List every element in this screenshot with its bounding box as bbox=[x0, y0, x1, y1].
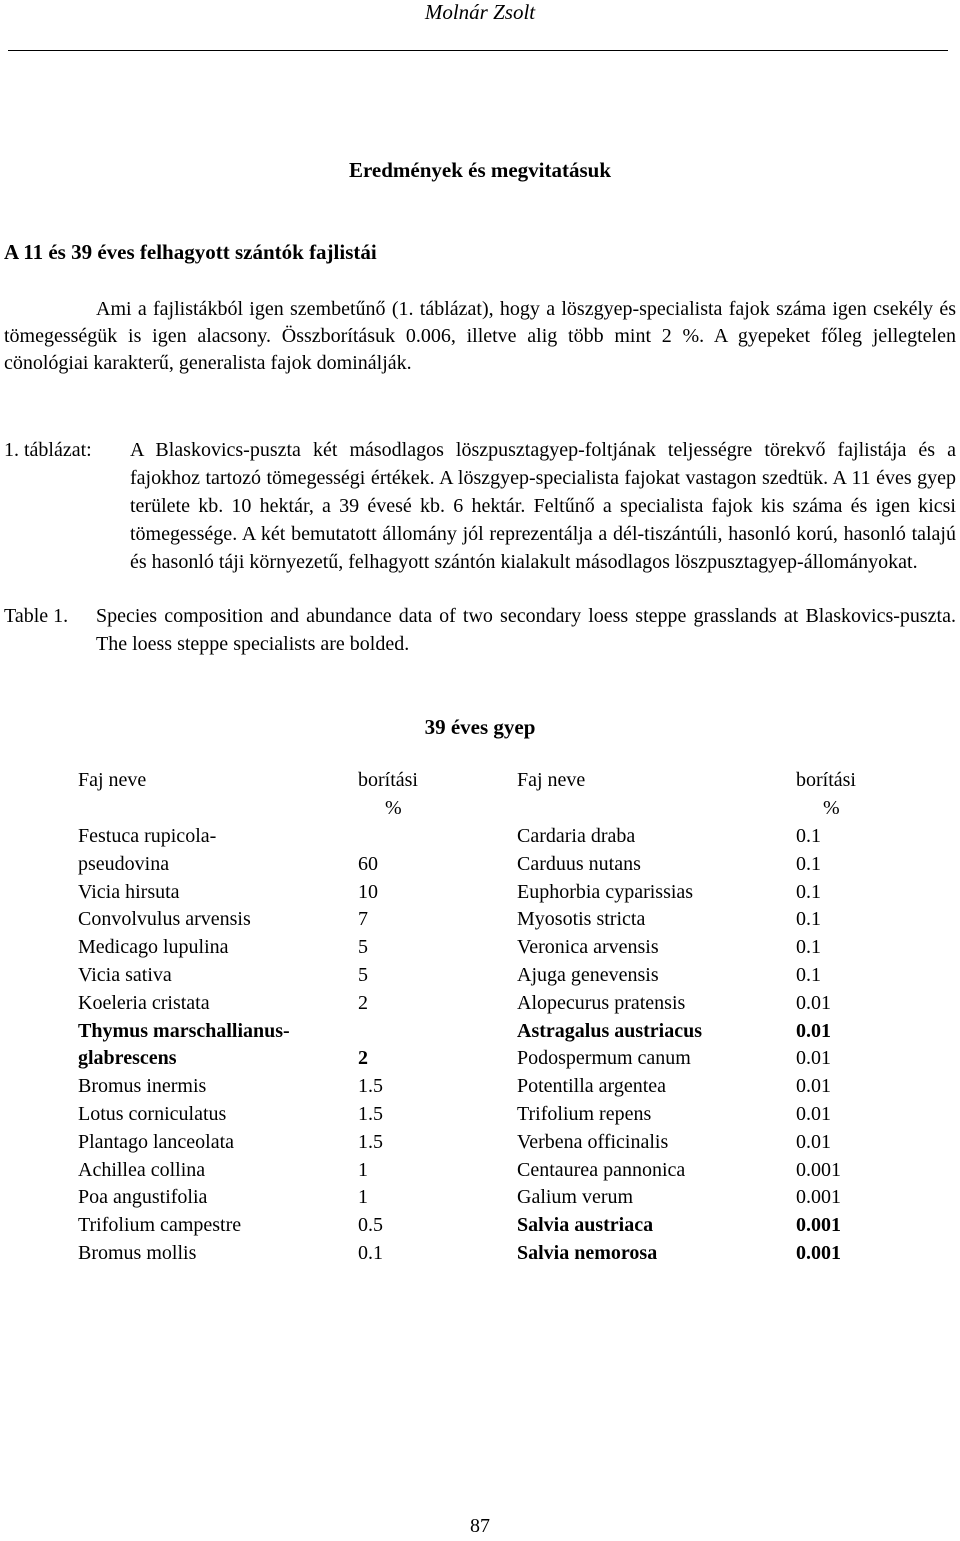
table-row bbox=[0, 964, 960, 992]
species-name-right: Centaurea pannonica bbox=[517, 1158, 686, 1181]
species-name-right: Myosotis stricta bbox=[517, 908, 646, 931]
species-name-left: Bromus inermis bbox=[78, 1075, 207, 1098]
cover-value-right: 0.001 bbox=[796, 1214, 841, 1237]
header-species-name-right: Faj neve bbox=[517, 769, 586, 791]
cover-value-right: 0.1 bbox=[796, 852, 821, 875]
table-caption-hungarian bbox=[4, 436, 956, 576]
cover-value-right: 0.001 bbox=[796, 1158, 841, 1181]
species-name-left: Thymus marschallianus- bbox=[78, 1019, 290, 1042]
species-name-left: Poa angustifolia bbox=[78, 1186, 208, 1209]
species-name-left: Vicia sativa bbox=[78, 964, 172, 986]
table-row bbox=[0, 1131, 960, 1159]
species-name-left: Medicago lupulina bbox=[78, 936, 229, 959]
cover-value-left: 1.5 bbox=[358, 1075, 383, 1098]
cover-value-right: 0.01 bbox=[796, 991, 831, 1014]
body-paragraph: Ami a fajlistákból igen szembetűnő (1. táblázat), hogy a löszgyep-specialista fajok száma igen csekély és tömegességük is igen alacsony. Összborításuk 0.006, illetve alig több mint 2 %. A gyepeket főleg jellegtelen cönológiai karakterű, generalista fajok dominálják. bbox=[4, 298, 956, 374]
species-name-left: Trifolium campestre bbox=[78, 1214, 242, 1237]
section-title: Eredmények és megvitatásuk bbox=[348, 158, 612, 182]
species-name-right: Potentilla argentea bbox=[517, 1075, 667, 1098]
species-name-right: Salvia nemorosa bbox=[517, 1242, 658, 1264]
caption-text-hu: A Blaskovics-puszta két másodlagos löszpusztagyep-foltjának teljességre törekvő fajlistája és a fajokhoz tartozó tömegességi értékek. A löszgyep-specialista fajokat vastagon szedtük. A 11 éves gyep területe kb. 10 hektár, a 39 évesé kb. 6 hektár. Feltűnő a specialista fajok kis száma és igen kicsi tömegessége. A két bemutatott állomány jól reprezentálja a dél-tiszántúli, hasonló korú, hasonló talajú és hasonló táji környezetű, felhagyott szántón kialakult másodlagos löszpusztagyep-állományokat. bbox=[130, 439, 956, 573]
table-row bbox=[0, 992, 960, 1020]
species-name-right: Cardaria draba bbox=[517, 825, 636, 847]
cover-value-left: 2 bbox=[358, 1047, 368, 1070]
caption-text-en: Species composition and abundance data of two secondary loess steppe grasslands at Blaskovics-puszta. The loess steppe specialists are bolded. bbox=[96, 605, 956, 655]
cover-value-left: 0.5 bbox=[358, 1214, 383, 1237]
species-name-left: Vicia hirsuta bbox=[78, 880, 180, 903]
species-name-right: Verbena officinalis bbox=[517, 1130, 669, 1153]
table-header-row bbox=[0, 769, 960, 797]
species-name-right: Euphorbia cyparissias bbox=[517, 880, 694, 903]
table-row bbox=[0, 908, 960, 936]
header-species-name-left: Faj neve bbox=[78, 769, 147, 791]
species-name-right: Ajuga genevensis bbox=[517, 964, 659, 986]
cover-value-left: 0.1 bbox=[358, 1242, 383, 1264]
cover-value-left: 2 bbox=[358, 991, 368, 1014]
header-rule bbox=[8, 50, 948, 51]
running-header-author: Molnár Zsolt bbox=[424, 0, 536, 24]
table-row bbox=[0, 1020, 960, 1048]
table-row bbox=[0, 1186, 960, 1214]
species-name-left: pseudovina bbox=[78, 852, 170, 875]
cover-value-right: 0.01 bbox=[796, 1130, 831, 1153]
cover-value-left: 7 bbox=[358, 908, 368, 931]
subsection-title: A 11 és 39 éves felhagyott szántók fajlistái bbox=[4, 240, 377, 264]
species-name-right: Alopecurus pratensis bbox=[517, 991, 686, 1014]
cover-value-left: 5 bbox=[358, 936, 368, 959]
table-row bbox=[0, 1159, 960, 1187]
species-name-right: Salvia austriaca bbox=[517, 1214, 654, 1237]
cover-value-right: 0.001 bbox=[796, 1186, 841, 1209]
cover-value-left: 1 bbox=[358, 1158, 368, 1181]
table-row bbox=[0, 1242, 960, 1270]
species-name-right: Podospermum canum bbox=[517, 1047, 691, 1070]
table-header-unit-row bbox=[0, 797, 960, 825]
cover-value-left: 1.5 bbox=[358, 1103, 383, 1125]
cover-value-right: 0.001 bbox=[796, 1242, 841, 1264]
species-name-left: Bromus mollis bbox=[78, 1242, 197, 1264]
table-title: 39 éves gyep bbox=[424, 715, 536, 739]
cover-value-right: 0.01 bbox=[796, 1075, 831, 1098]
header-unit-right: % bbox=[823, 797, 840, 819]
cover-value-right: 0.1 bbox=[796, 825, 821, 847]
species-name-left: Lotus corniculatus bbox=[78, 1103, 227, 1125]
species-name-right: Veronica arvensis bbox=[517, 936, 659, 959]
cover-value-right: 0.1 bbox=[796, 964, 821, 986]
cover-value-left: 1 bbox=[358, 1186, 368, 1209]
species-name-left: Festuca rupicola- bbox=[78, 825, 217, 847]
table-row bbox=[0, 1103, 960, 1131]
cover-value-right: 0.1 bbox=[796, 936, 821, 959]
cover-value-right: 0.01 bbox=[796, 1047, 831, 1070]
species-name-left: Koeleria cristata bbox=[78, 991, 210, 1014]
species-name-left: glabrescens bbox=[78, 1047, 177, 1070]
species-name-left: Plantago lanceolata bbox=[78, 1130, 235, 1153]
header-cover-right: borítási bbox=[796, 769, 856, 791]
species-name-right: Astragalus austriacus bbox=[517, 1019, 703, 1042]
cover-value-right: 0.1 bbox=[796, 908, 821, 931]
table-row bbox=[0, 1075, 960, 1103]
species-name-left: Convolvulus arvensis bbox=[78, 908, 251, 931]
table-row bbox=[0, 881, 960, 909]
caption-label-hu: 1. táblázat: bbox=[4, 439, 92, 461]
table-row bbox=[0, 1047, 960, 1075]
cover-value-left: 10 bbox=[358, 880, 378, 903]
header-unit-left: % bbox=[385, 797, 402, 819]
page-number: 87 bbox=[470, 1515, 490, 1537]
cover-value-left: 60 bbox=[358, 852, 378, 875]
cover-value-right: 0.01 bbox=[796, 1019, 831, 1042]
table-caption-english bbox=[4, 602, 956, 658]
table-row bbox=[0, 825, 960, 853]
table-row bbox=[0, 1214, 960, 1242]
species-name-right: Galium verum bbox=[517, 1186, 634, 1209]
cover-value-right: 0.1 bbox=[796, 880, 821, 903]
caption-label-en: Table 1. bbox=[4, 605, 69, 627]
header-cover-left: borítási bbox=[358, 769, 418, 791]
table-row bbox=[0, 936, 960, 964]
species-name-left: Achillea collina bbox=[78, 1158, 206, 1181]
cover-value-left: 5 bbox=[358, 964, 368, 986]
cover-value-right: 0.01 bbox=[796, 1103, 831, 1125]
species-name-right: Trifolium repens bbox=[517, 1103, 652, 1125]
table-row bbox=[0, 853, 960, 881]
species-name-right: Carduus nutans bbox=[517, 852, 641, 875]
cover-value-left: 1.5 bbox=[358, 1130, 383, 1153]
